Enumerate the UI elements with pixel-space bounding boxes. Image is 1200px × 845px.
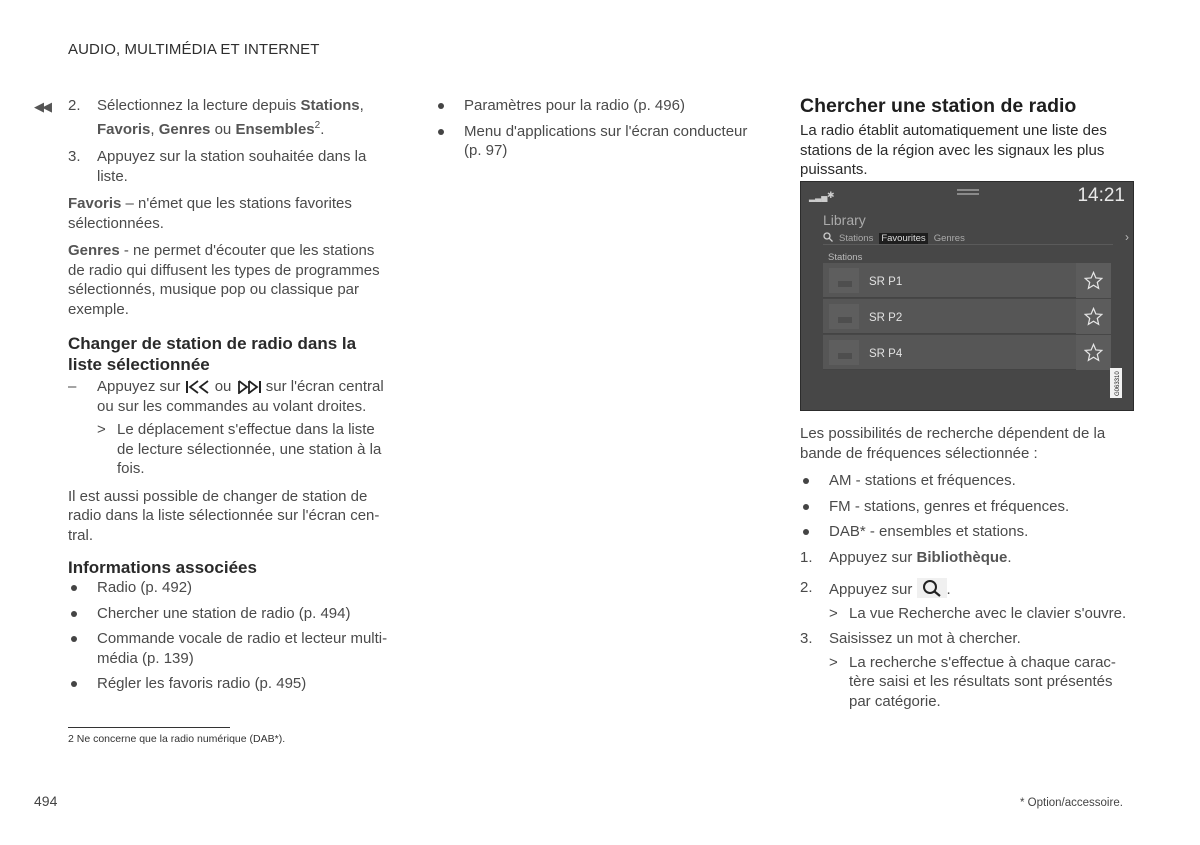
star-icon	[1084, 307, 1103, 326]
definition: - ne permet d'écouter que les stations de radio qui diffusent les types de programmes sélectionnés, musique pop ou classique par exemple.	[68, 242, 380, 318]
signal-icon: ▂▃▅	[809, 193, 828, 202]
instruction-text: Appuyez sur	[97, 378, 185, 395]
section-heading-change: Changer de station de radio dans la liste sélectionnée	[68, 334, 357, 374]
station-logo	[829, 268, 859, 293]
search-icon	[917, 578, 947, 598]
tab-favourites[interactable]: Favourites	[881, 233, 926, 244]
step-text: Sélectionnez la lecture depuis	[97, 97, 301, 114]
station-name: SR P4	[869, 348, 903, 360]
conjunction: ou	[210, 120, 236, 138]
instruction-text: sur l'écran central ou sur les commandes au volant droites.	[97, 378, 384, 415]
star-icon	[1084, 343, 1103, 362]
related-link[interactable]: Commande vocale de radio et lecteur multi-média (p. 139)	[68, 629, 390, 668]
result-item	[68, 420, 390, 479]
right-column	[800, 95, 1135, 185]
instruction-item	[68, 377, 390, 416]
period: .	[320, 120, 325, 138]
previous-track-icon	[185, 380, 211, 394]
intro-paragraph: La radio établit automatiquement une liste des stations de la région avec les signaux les plus puissants.	[800, 122, 1107, 178]
tab-genres[interactable]: Genres	[933, 233, 965, 244]
band-item: AM - stations et fréquences.	[800, 471, 1135, 491]
section-heading-info: Informations associées	[68, 558, 257, 577]
separator: ,	[150, 120, 159, 138]
pull-handle-icon[interactable]	[957, 189, 979, 191]
running-header: AUDIO, MULTIMÉDIA ET INTERNET	[68, 41, 320, 58]
related-link[interactable]: Paramètres pour la radio (p. 496)	[435, 96, 755, 116]
clock: 14:21	[1077, 185, 1125, 206]
result-mark: >	[829, 604, 838, 622]
bluetooth-icon: ✱	[827, 190, 835, 200]
related-link[interactable]: Chercher une station de radio (p. 494)	[68, 604, 390, 624]
station-row[interactable]	[823, 263, 1111, 298]
related-link[interactable]: Régler les favoris radio (p. 495)	[68, 674, 390, 694]
list-label: Stations	[828, 252, 863, 263]
favourite-button[interactable]	[1076, 299, 1111, 334]
footnote: 2 Ne concerne que la radio numérique (DAB*).	[68, 733, 286, 745]
footnote-ref[interactable]: 2	[314, 119, 321, 131]
step-text: Appuyez sur	[829, 581, 917, 598]
bibliotheque-label: Bibliothèque	[916, 548, 1008, 566]
band-item: FM - stations, genres et fréquences.	[800, 497, 1135, 517]
search-step-1	[800, 548, 1135, 568]
middle-column	[435, 96, 755, 167]
step-text: Appuyez sur	[829, 548, 917, 566]
favoris-definition	[68, 194, 390, 233]
pull-handle-icon[interactable]	[957, 193, 979, 195]
section-heading-search: Chercher une station de radio	[800, 95, 1077, 117]
step-number: 2.	[68, 97, 81, 114]
step-text: Saisissez un mot à chercher.	[829, 630, 1021, 647]
result-item	[800, 653, 1135, 712]
search-step-2	[800, 578, 1135, 600]
figure-code-text: G063310	[1115, 371, 1121, 396]
conjunction: ou	[210, 378, 236, 395]
step-text: Appuyez sur la station souhaitée dans la liste.	[97, 148, 367, 185]
star-icon	[1084, 271, 1103, 290]
result-item	[800, 604, 1135, 624]
result-text: Le déplacement s'effectue dans la liste de lecture sélectionnée, une station à la fois.	[117, 421, 382, 477]
option-ensembles: Ensembles	[235, 120, 315, 138]
right-column-lower	[800, 424, 1135, 717]
radio-library-screen	[800, 181, 1134, 411]
footer-note: * Option/accessoire.	[1020, 797, 1123, 809]
footnote-divider	[68, 727, 230, 728]
left-column	[68, 96, 390, 700]
next-track-icon	[236, 380, 262, 394]
search-step-3	[800, 629, 1135, 649]
station-row[interactable]	[823, 335, 1111, 370]
favourite-button[interactable]	[1076, 335, 1111, 370]
station-row[interactable]	[823, 299, 1111, 334]
step-number: 3.	[800, 630, 813, 647]
period: .	[1007, 548, 1012, 566]
related-link[interactable]: Menu d'applications sur l'écran conducteur (p. 97)	[435, 122, 755, 161]
term: Favoris	[68, 195, 122, 212]
result-text: La vue Recherche avec le clavier s'ouvre.	[849, 604, 1127, 622]
continuation-icon: ◀◀	[34, 99, 50, 114]
option-favoris: Favoris	[97, 120, 151, 138]
band-item: DAB* - ensembles et stations.	[800, 522, 1135, 542]
station-name: SR P1	[869, 276, 903, 288]
page-number: 494	[34, 793, 58, 809]
option-stations: Stations	[300, 97, 360, 114]
step-number: 3.	[68, 148, 81, 165]
figure-code	[1110, 368, 1122, 398]
step-2	[68, 96, 390, 139]
step-number: 1.	[800, 548, 813, 566]
search-icon[interactable]	[823, 232, 833, 242]
definition: – n'émet que les stations favorites sélectionnées.	[68, 195, 352, 232]
result-text: La recherche s'effectue à chaque carac-tère saisi et les résultats sont présentés par catégorie.	[849, 653, 1116, 710]
dash-mark: –	[68, 378, 77, 395]
possibilities-paragraph: Les possibilités de recherche dépendent de la bande de fréquences sélectionnée :	[800, 425, 1106, 462]
chevron-right-icon[interactable]: ›	[1125, 230, 1129, 244]
separator: ,	[359, 97, 364, 114]
library-title: Library	[823, 212, 866, 228]
related-link[interactable]: Radio (p. 492)	[68, 578, 390, 598]
station-name: SR P2	[869, 312, 903, 324]
genres-definition	[68, 241, 390, 319]
result-mark: >	[829, 653, 838, 671]
also-paragraph: Il est aussi possible de changer de station de radio dans la liste sélectionnée sur l'écran cen-tral.	[68, 487, 380, 544]
station-logo	[829, 304, 859, 329]
favourite-button[interactable]	[1076, 263, 1111, 298]
library-tabs	[823, 229, 971, 249]
term: Genres	[68, 242, 120, 259]
tab-stations[interactable]: Stations	[839, 233, 874, 244]
result-mark: >	[97, 421, 106, 438]
step-number: 2.	[800, 579, 813, 596]
period: .	[946, 581, 951, 598]
step-3	[68, 147, 390, 186]
option-genres: Genres	[158, 120, 211, 138]
divider	[823, 244, 1113, 245]
station-logo	[829, 340, 859, 365]
